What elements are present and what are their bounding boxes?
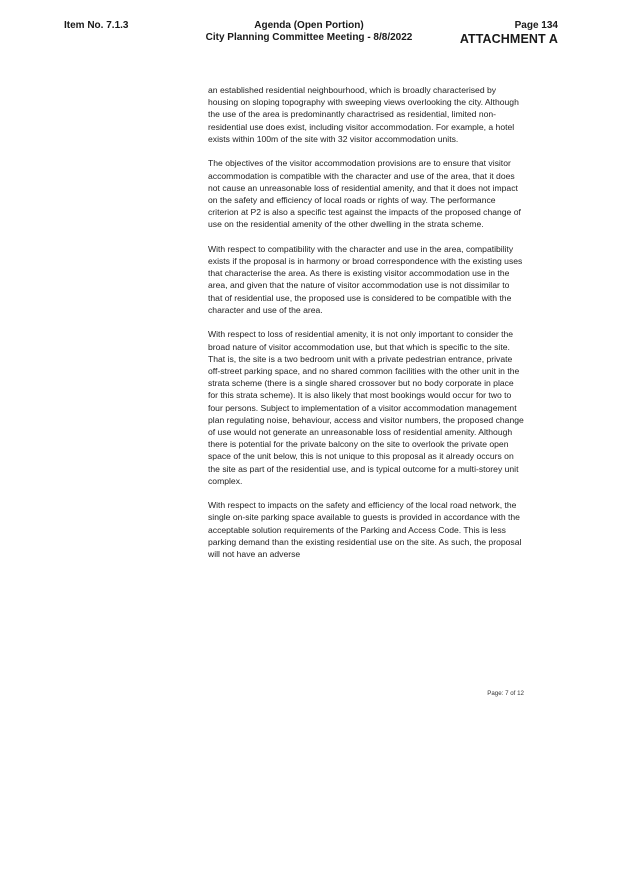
paragraph-compatibility: With respect to compatibility with the character and use in the area, compatibility exists if the proposal is in harmony or broad correspondence with the existing uses that characterise the area. As there is existing visitor accommodation use in the area, and given that the nature of visitor accommodation use is not dissimilar to that of residential use, the proposed use is considered to be compatible with the character and use of the area. [208,243,523,315]
attachment-label: ATTACHMENT A [459,32,558,46]
agenda-title: Agenda (Open Portion) [254,20,364,31]
page-indicator: Page: 7 of 12 [487,690,524,697]
paragraph-road-safety: With respect to impacts on the safety and efficiency of the local road network, the single on-site parking space available to guests is provided in accordance with the acceptable solution requirements of the Parking and Access Code. This is less parking demand than the existing residential use on the site. As such, the proposal will not have an adverse [208,500,522,560]
document-body [208,84,526,573]
paragraph-residential-amenity: With respect to loss of residential amenity, it is not only important to consider the broad nature of visitor accommodation use, but that which is specific to the site. That is, the site is a two bedroom unit with a private pedestrian entrance, private off-street parking space, and no shared common facilities with the other unit in the strata scheme (there is a single shared crossover but no body corporate in place for this strata scheme). It is also likely that most bookings would occur for two to four persons. Subject to implementation of a visitor accommodation management plan regulating noise, behaviour, access and visitor numbers, the proposed change of use would not generate an unreasonable loss of residential amenity. Although there is potential for the private balcony on the site to overlook the private open space of the unit below, this is not unique to this proposal as it already occurs on the site as part of the residential use, and is typical outcome for a multi-storey unit complex. [208,329,524,486]
meeting-title: City Planning Committee Meeting - 8/8/2022 [205,32,413,43]
item-number: Item No. 7.1.3 [64,20,129,31]
paragraph-neighbourhood: an established residential neighbourhood, which is broadly characterised by housing on sloping topography with sweeping views overlooking the city. Although the use of the area is predominantly charactrised as residential, limited non-residential use does exist, including visitor accommodation. For example, a hotel exists within 100m of the site with 32 visitor accommodation units. [208,85,519,144]
page-number: Page 134 [514,20,558,31]
page-header-right [460,20,558,46]
paragraph-objectives: The objectives of the visitor accommodation provisions are to ensure that visitor accommodation is compatible with the character and use of the area, that it does not cause an unreasonable loss of residential amenity, and that it does not impact on the safety and efficiency of local roads or rights of way. The performance criterion at P2 is also a specific test against the impacts of the proposed change of use on the residential amenity of the other dwelling in the strata scheme. [208,158,521,230]
agenda-header [170,20,448,44]
